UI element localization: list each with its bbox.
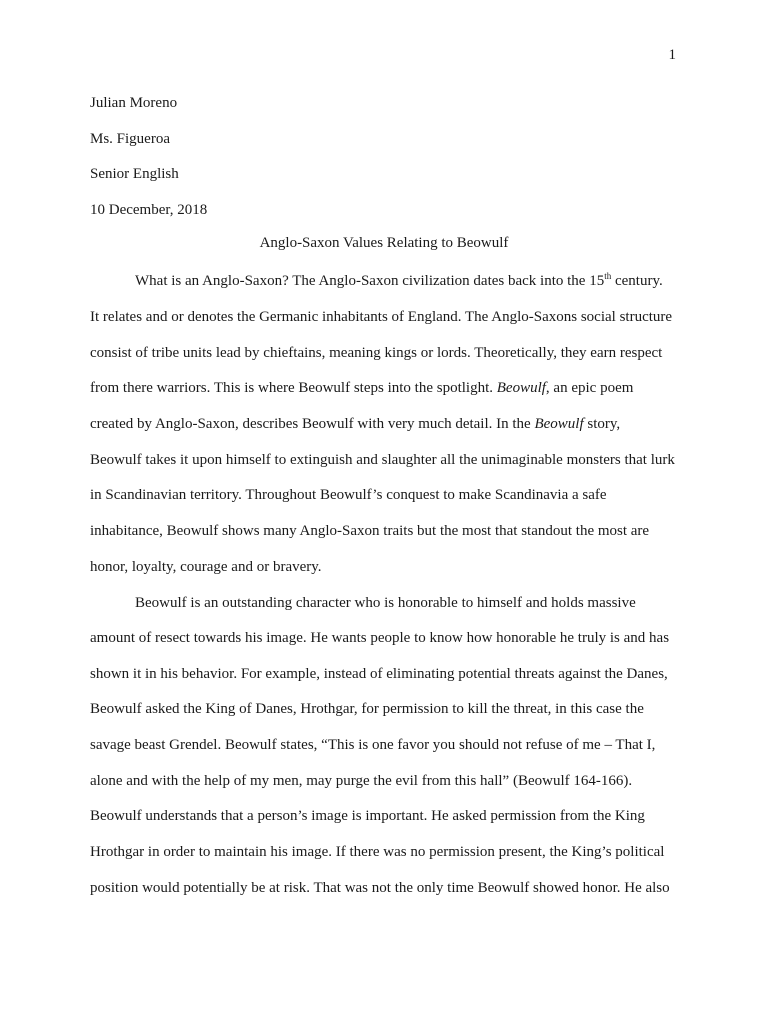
- text-segment: story,: [583, 416, 621, 432]
- paragraph-2-line-2: amount of resect towards his image. He wants people to know how honorable he truly is and has: [90, 630, 670, 646]
- paragraph-1-line-6: Beowulf takes it upon himself to extinguish and slaughter all the unimaginable monsters that lurk: [90, 452, 675, 468]
- italic-title: Beowulf: [496, 380, 546, 396]
- essay-title: Anglo-Saxon Values Relating to Beowulf: [259, 235, 509, 251]
- text-segment: century.: [611, 273, 663, 289]
- paragraph-2-line-1: Beowulf is an outstanding character who is honorable to himself and holds massive: [135, 595, 636, 611]
- paragraph-1-line-7: in Scandinavian territory. Throughout Beowulf’s conquest to make Scandinavia a safe: [90, 487, 607, 503]
- paragraph-2-line-7: Beowulf understands that a person’s image is important. He asked permission from the King: [90, 808, 645, 824]
- paragraph-2-line-8: Hrothgar in order to maintain his image. If there was no permission present, the King’s political: [90, 844, 665, 860]
- paragraph-1-line-8: inhabitance, Beowulf shows many Anglo-Saxon traits but the most that standout the most are: [90, 523, 650, 539]
- text-segment: from there warriors. This is where Beowulf steps into the spotlight.: [90, 380, 497, 396]
- paragraph-1-line-2: It relates and or denotes the Germanic inhabitants of England. The Anglo-Saxons social structure: [90, 309, 673, 325]
- paragraph-1-line-5: [90, 415, 620, 433]
- instructor-name: Ms. Figueroa: [90, 131, 170, 147]
- paragraph-2-line-9: position would potentially be at risk. That was not the only time Beowulf showed honor. He also: [90, 880, 670, 896]
- text-segment: , an epic poem: [545, 380, 634, 396]
- paragraph-2-line-6: alone and with the help of my men, may purge the evil from this hall” (Beowulf 164-166).: [90, 773, 633, 789]
- course-name: Senior English: [90, 166, 179, 182]
- paragraph-2-line-5: savage beast Grendel. Beowulf states, “This is one favor you should not refuse of me – That I,: [90, 737, 656, 753]
- text-segment: created by Anglo-Saxon, describes Beowulf with very much detail. In the: [90, 416, 535, 432]
- italic-title: Beowulf: [534, 416, 584, 432]
- author-name: Julian Moreno: [90, 95, 178, 111]
- superscript-text: th: [604, 271, 612, 281]
- paragraph-2-line-3: shown it in his behavior. For example, instead of eliminating potential threats against the Danes,: [90, 666, 668, 682]
- essay-date: 10 December, 2018: [90, 202, 208, 218]
- page-number: 1: [668, 47, 676, 63]
- paragraph-1-line-9: honor, loyalty, courage and or bravery.: [90, 559, 322, 575]
- paragraph-1-line-4: [90, 379, 633, 397]
- text-segment: What is an Anglo-Saxon? The Anglo-Saxon civilization dates back into the 15: [135, 273, 605, 289]
- paragraph-2-line-4: Beowulf asked the King of Danes, Hrothgar, for permission to kill the threat, in this case the: [90, 701, 644, 717]
- paragraph-1-line-3: consist of tribe units lead by chieftains, meaning kings or lords. Theoretically, they earn respect: [90, 345, 663, 361]
- paragraph-1-line-1: [135, 272, 663, 290]
